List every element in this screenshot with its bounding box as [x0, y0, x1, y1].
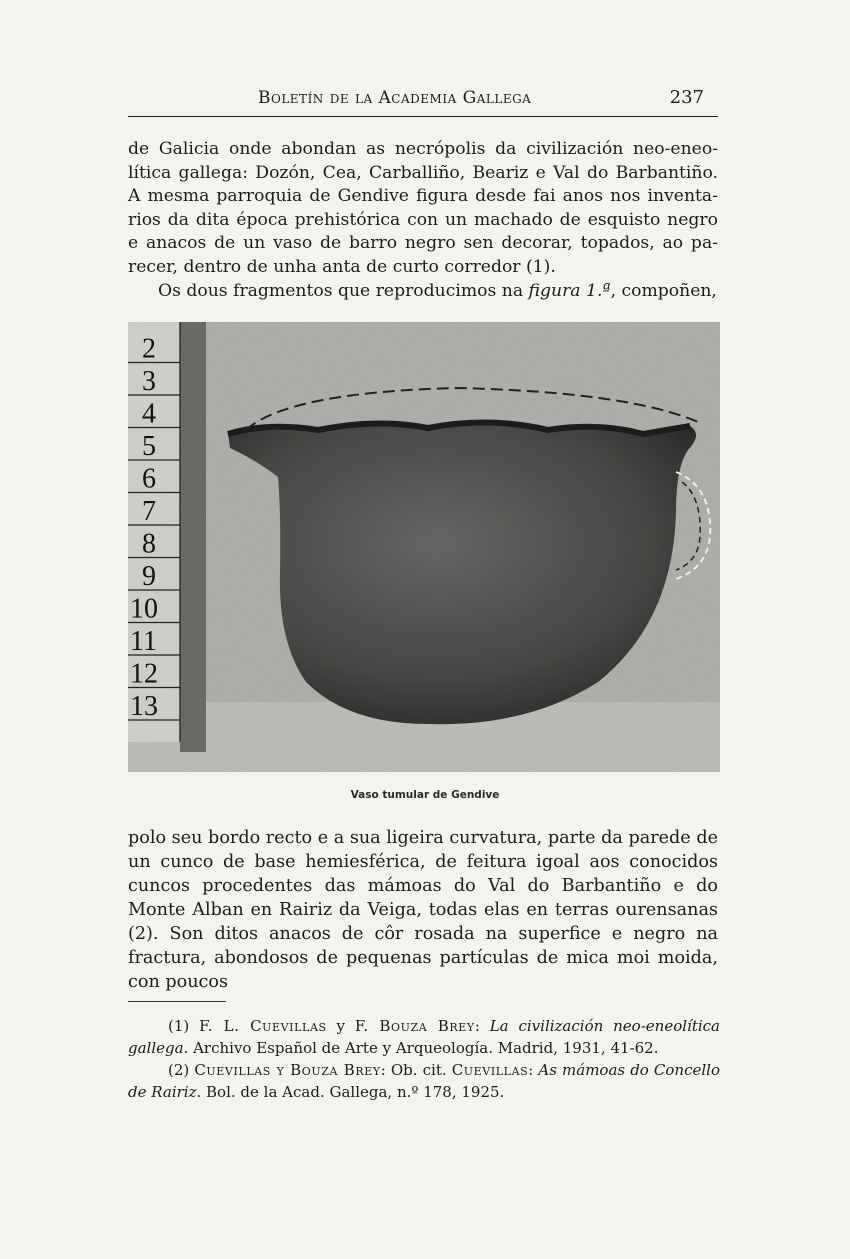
- paragraph-figure-intro: [128, 280, 718, 304]
- footnote-number: (1): [168, 1017, 190, 1035]
- footnote-title: La civilización neo-eneolítica gallega: [128, 1017, 720, 1057]
- footnote-text: : Ob. cit.: [380, 1061, 452, 1079]
- text-line: Os dous fragmentos que reproducimos na: [158, 280, 529, 301]
- ruler-number: 10: [130, 593, 158, 625]
- body-text-top: [128, 138, 718, 303]
- text-line: de Galicia onde abondan as necrópolis da civilización neo-eneo-: [128, 139, 718, 159]
- footnote-number: (2): [168, 1061, 190, 1079]
- footnote-text: . Bol. de la Acad. Gallega, n.º 178, 1925.: [196, 1083, 505, 1101]
- text-line: cuncos procedentes das mámoas do Val do Barbantiño e do Monte: [128, 876, 718, 920]
- journal-title: Boletín de la Academia Gallega: [258, 88, 532, 108]
- vessel-photograph: [128, 322, 720, 772]
- body-text-bottom: [128, 826, 718, 994]
- footnotes: [128, 1015, 720, 1103]
- paragraph-description: [128, 826, 718, 994]
- photo-svg: [128, 322, 720, 772]
- footnote-title: As mámoas do Concello de Rairiz: [128, 1061, 720, 1101]
- ruler-number: 6: [142, 463, 156, 495]
- ruler-number: 7: [142, 496, 156, 527]
- ruler-number: 8: [142, 528, 156, 560]
- footnote-text: y: [326, 1017, 355, 1035]
- footnote-text: :: [528, 1061, 539, 1079]
- text-line: recer, dentro de unha anta de curto corredor (1).: [128, 256, 556, 277]
- ruler-number: 2: [142, 333, 156, 365]
- ruler-number: 4: [142, 398, 156, 430]
- text-line: lítica gallega: Dozón, Cea, Carballiño, Beariz e Val do Barbantiño.: [128, 162, 718, 183]
- paragraph-continued: [128, 138, 718, 280]
- ruler-number: 13: [130, 691, 158, 722]
- text-line: Son ditos anacos de côr rosada na superfice e negro na fractura,: [128, 924, 719, 968]
- footnote-author: Cuevillas: [451, 1061, 529, 1079]
- ruler-number: 12: [130, 658, 158, 690]
- footnote-author: F. Bouza Brey: [354, 1017, 475, 1035]
- text-line: abondosos de pequenas partículas de mica moi moida, con poucos: [128, 948, 719, 992]
- footnote-author: F. L. Cuevillas: [199, 1017, 327, 1035]
- footnote-separator: [128, 1001, 226, 1002]
- text-line: Alban en Rairiz da Veiga, todas elas en terras ourensanas (2).: [128, 900, 718, 944]
- figure-reference: figura 1.ª: [528, 280, 611, 301]
- text-line: polo seu bordo recto e a sua ligeira curvatura, parte da parede: [128, 828, 691, 848]
- ruler-number: 11: [130, 626, 157, 657]
- text-line: e anacos de un vaso de barro negro sen decorar, topados, ao pa-: [128, 233, 718, 254]
- footnote-2: [128, 1059, 720, 1103]
- page-number: 237: [669, 87, 704, 108]
- footnote-author: Cuevillas y Bouza Brey: [194, 1061, 381, 1079]
- text-line: de un cunco de base hemiesférica, de feitura igoal aos conocidos: [128, 828, 718, 872]
- ruler-number: 3: [142, 366, 156, 397]
- footnote-1: (1) F. L. Cuevillas y F. Bouza Brey: La civilización neo-eneolítica gallega. Archivo Español de Arte y Arqueología. Madrid, 1931, 41-62.: [128, 1017, 720, 1057]
- footnote-text: . Archivo Español de Arte y Arqueología. Madrid, 1931, 41-62.: [183, 1039, 659, 1057]
- running-header: [128, 80, 718, 117]
- text-line: , compoñen,: [610, 280, 717, 301]
- ruler-number: 9: [142, 561, 156, 592]
- ruler-edge: [180, 322, 206, 752]
- text-line: rios da dita época prehistórica con un machado de esquisto negro: [128, 209, 718, 230]
- text-line: A mesma parroquia de Gendive figura desde fai anos nos inventa-: [128, 186, 718, 207]
- figure-caption: Vaso tumular de Gendive: [350, 789, 500, 801]
- ruler-number: 5: [142, 431, 156, 462]
